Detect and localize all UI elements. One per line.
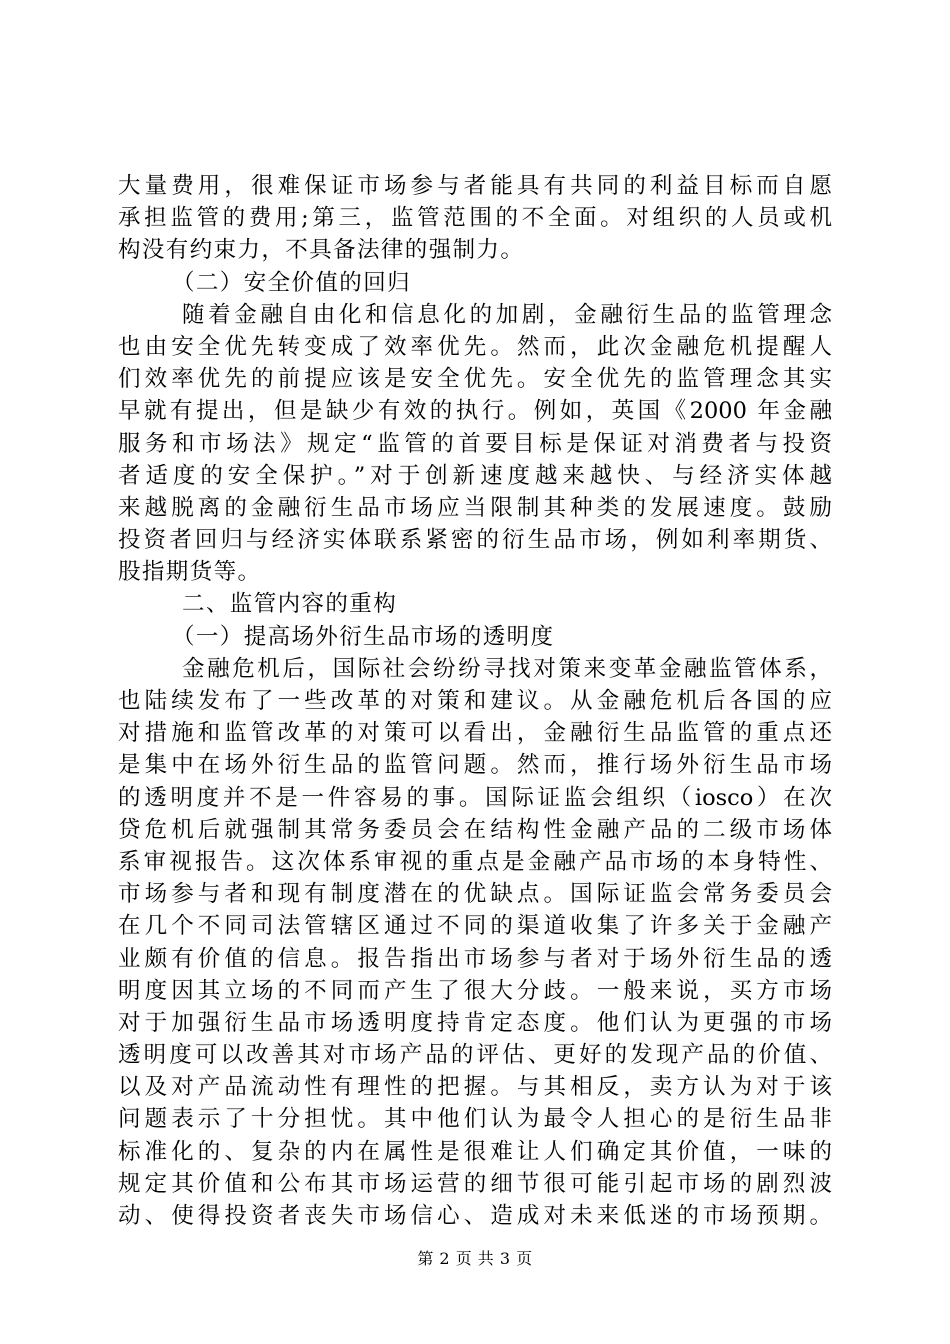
text-line: 的透明度并不是一件容易的事。国际证监会组织（iosco）在次 — [118, 784, 832, 811]
text-line: 大量费用，很难保证市场参与者能具有共同的利益目标而自愿 — [118, 173, 832, 199]
page-footer: 第 2 页 共 3 页 — [417, 1249, 533, 1268]
text-line: 对于加强衍生品市场透明度持肯定态度。他们认为更强的市场 — [118, 1009, 832, 1036]
text-line: 金融危机后，国际社会纷纷寻找对策来变革金融监管体系， — [182, 655, 832, 682]
text-line: 标准化的、复杂的内在属性是很难让人们确定其价值，一味的 — [118, 1138, 832, 1165]
text-line: 构没有约束力，不具备法律的强制力。 — [118, 237, 525, 264]
text-line: （二）安全价值的回归 — [172, 269, 412, 296]
text-line: （一）提高场外衍生品市场的透明度 — [172, 623, 555, 650]
text-line: 服务和市场法》规定“监管的首要目标是保证对消费者与投资 — [118, 430, 832, 457]
text-line: 系审视报告。这次体系审视的重点是金融产品市场的本身特性、 — [118, 848, 832, 875]
text-line: 承担监管的费用;第三，监管范围的不全面。对组织的人员或机 — [118, 205, 832, 232]
text-line: 投资者回归与经济实体联系紧密的衍生品市场，例如利率期货、 — [118, 527, 832, 554]
text-line: 也由安全优先转变成了效率优先。然而，此次金融危机提醒人 — [118, 333, 832, 360]
text-line: 业颇有价值的信息。报告指出市场参与者对于场外衍生品的透 — [118, 945, 832, 972]
text-line: 贷危机后就强制其常务委员会在结构性金融产品的二级市场体 — [118, 816, 832, 843]
text-line: 者适度的安全保护。”对于创新速度越来越快、与经济实体越 — [118, 462, 832, 489]
text-line: 规定其价值和公布其市场运营的细节很可能引起市场的剧烈波 — [118, 1170, 832, 1197]
text-line: 以及对产品流动性有理性的把握。与其相反，卖方认为对于该 — [118, 1074, 832, 1101]
text-line: 透明度可以改善其对市场产品的评估、更好的发现产品的价值、 — [118, 1042, 832, 1069]
text-line: 二、监管内容的重构 — [182, 591, 398, 618]
text-line: 来越脱离的金融衍生品市场应当限制其种类的发展速度。鼓励 — [118, 494, 832, 521]
text-line: 在几个不同司法管辖区通过不同的渠道收集了许多关于金融产 — [118, 913, 832, 940]
text-line: 股指期货等。 — [118, 559, 262, 586]
text-line: 早就有提出，但是缺少有效的执行。例如，英国《2000 年金融 — [118, 398, 832, 425]
text-line: 是集中在场外衍生品的监管问题。然而，推行场外衍生品市场 — [118, 752, 832, 779]
text-line: 们效率优先的前提应该是安全优先。安全优先的监管理念其实 — [118, 366, 832, 393]
body-text — [118, 170, 832, 1232]
text-line: 对措施和监管改革的对策可以看出，金融衍生品监管的重点还 — [118, 720, 832, 747]
text-line: 动、使得投资者丧失市场信心、造成对未来低迷的市场预期。 — [118, 1203, 832, 1229]
text-line: 问题表示了十分担忧。其中他们认为最令人担心的是衍生品非 — [118, 1106, 832, 1133]
text-line: 随着金融自由化和信息化的加剧，金融衍生品的监管理念 — [182, 301, 832, 328]
text-line: 也陆续发布了一些改革的对策和建议。从金融危机后各国的应 — [118, 688, 832, 714]
text-line: 市场参与者和现有制度潜在的优缺点。国际证监会常务委员会 — [118, 881, 832, 908]
text-line: 明度因其立场的不同而产生了很大分歧。一般来说，买方市场 — [118, 977, 832, 1004]
